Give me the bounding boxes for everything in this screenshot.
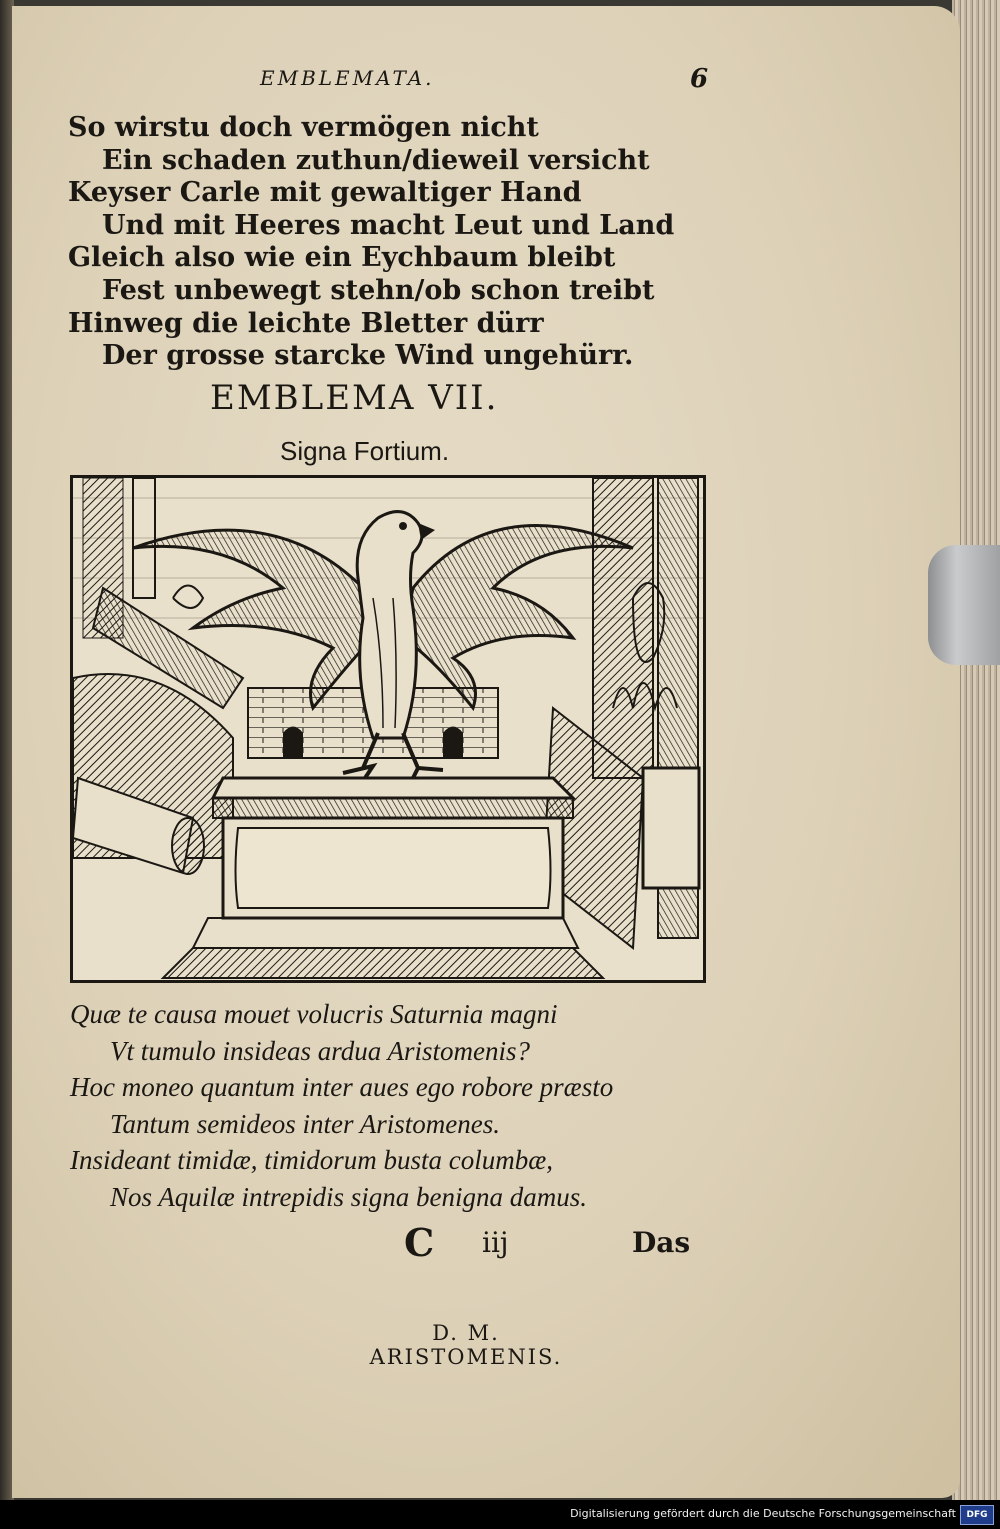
dfg-logo: DFG [960, 1505, 994, 1525]
latin-verse [70, 996, 710, 1215]
inscription-line: D. M. [432, 1321, 500, 1345]
page-clip [928, 545, 1000, 665]
verse-line: Insideant timidæ, timidorum busta columbæ, [70, 1145, 554, 1175]
verse-line: Und mit Heeres macht Leut und Land [102, 209, 675, 241]
verse-line: So wirstu doch vermögen nicht [68, 112, 539, 143]
verse-line: Nos Aquilæ intrepidis signa benigna damus. [110, 1181, 588, 1212]
verse-line: Tantum semideos inter Aristomenes. [110, 1108, 501, 1139]
catchword: Das [632, 1226, 691, 1259]
verse-line: Hoc moneo quantum inter aues ego robore præsto [70, 1072, 614, 1102]
inscription-line: ARISTOMENIS. [369, 1345, 563, 1369]
running-title: EMBLEMATA. [260, 66, 435, 90]
verse-line: Ein schaden zuthun/dieweil versicht [102, 144, 650, 176]
verse-line: Fest unbewegt stehn/ob schon treibt [102, 274, 655, 306]
emblem-title: EMBLEMA VII. [210, 378, 499, 418]
signature-number: iij [482, 1226, 509, 1259]
folio-number: 6 [690, 64, 709, 94]
verse-line: Der grosse starcke Wind ungehürr. [102, 340, 634, 372]
verse-line: Gleich also wie ein Eychbaum bleibt [68, 242, 616, 274]
eagle-on-tomb-image [73, 478, 703, 980]
signature-letter: C [404, 1220, 435, 1265]
verse-line: Keyser Carle mit gewaltiger Hand [68, 177, 582, 209]
verse-line: Hinweg die leichte Bletter dürr [68, 307, 544, 339]
german-verse [68, 112, 675, 373]
tomb-inscription [316, 1321, 616, 1369]
verse-line: Vt tumulo insideas ardua Aristomenis? [110, 1035, 531, 1066]
digitization-credit: Digitalisierung gefördert durch die Deutsche Forschungsgemeinschaft [570, 1507, 956, 1520]
emblem-motto: Signa Fortium. [280, 436, 450, 466]
verse-line: Quæ te causa mouet volucris Saturnia magni [70, 999, 558, 1029]
